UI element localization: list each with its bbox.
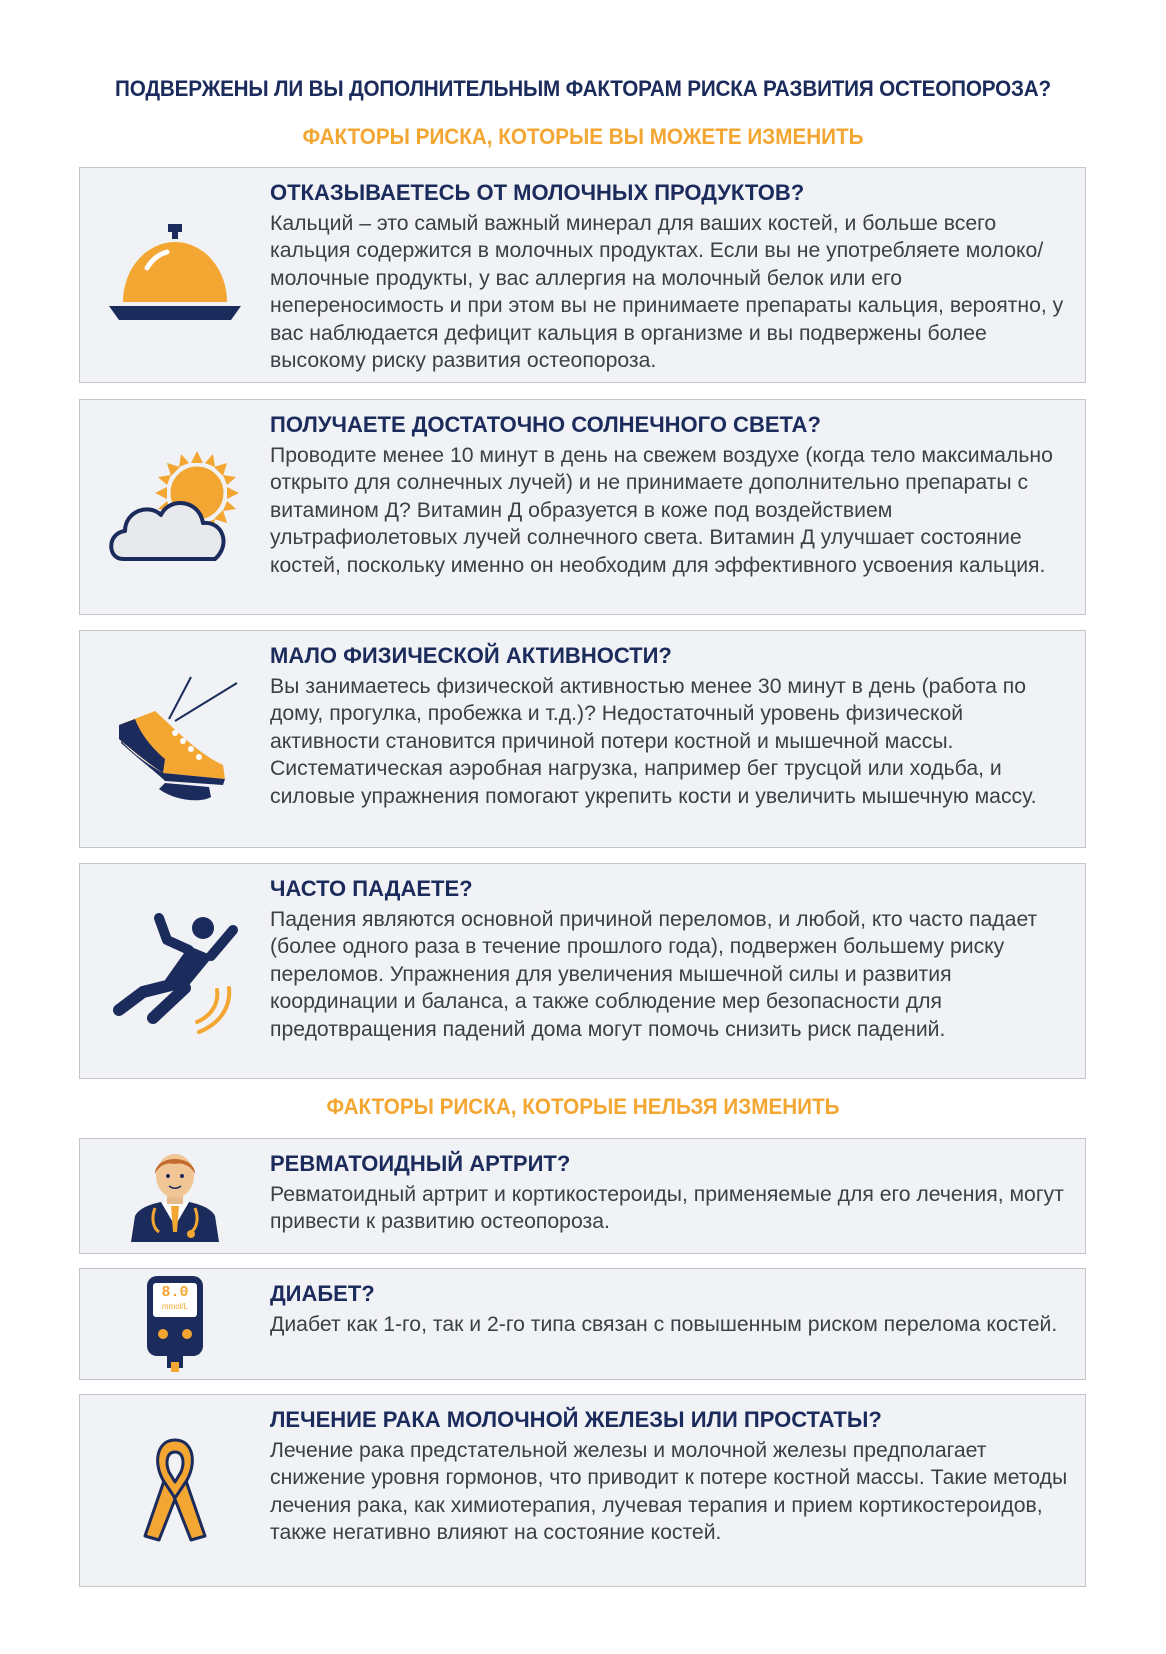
risk-description: Диабет как 1-го, так и 2-го типа связан с повышенным риском перелома костей.	[270, 1313, 1058, 1336]
risk-title: ЛЕЧЕНИЕ РАКА МОЛОЧНОЙ ЖЕЛЕЗЫ ИЛИ ПРОСТАТЫ?	[270, 1407, 882, 1432]
falling-person-icon	[80, 864, 270, 1078]
risk-description: Проводите менее 10 минут в день на свежем воздухе (когда тело максимально открыто для солнечных лучей) и не принимаете дополнительно препараты с витамином Д? Витамин Д образуется в коже под воздействием ультрафиолетовых лучей солнечного света. Витамин Д улучшает состояние костей, поскольку именно он необходим для эффективного усвоения кальция.	[270, 444, 1053, 577]
risk-description: Падения являются основной причиной переломов, и любой, кто часто падает (более одного раза в течение прошлого года), подвержен большему риску переломов. Упражнения для увеличения мышечной силы и развития координации и баланса, а также соблюдение мер безопасности для предотвращения падений дома могут помочь снизить риск падений.	[270, 908, 1038, 1041]
sneaker-icon	[80, 631, 270, 847]
glucometer-unit: mmol/L	[161, 1302, 189, 1311]
glucometer-icon	[80, 1269, 270, 1379]
risk-card-sunlight	[79, 399, 1086, 615]
risk-card-activity	[79, 630, 1086, 848]
risk-description: Вы занимаетесь физической активностью менее 30 минут в день (работа по дому, прогулка, пробежка и т.д.)? Недостаточный уровень физической активности становится причиной потери костной и мышечной массы. Систематическая аэробная нагрузка, например бег трусцой или ходьба, и силовые упражнения помогают укрепить кости и увеличить мышечную массу.	[270, 675, 1037, 808]
risk-card-dairy	[79, 167, 1086, 383]
section-heading-unmodifiable: ФАКТОРЫ РИСКА, КОТОРЫЕ НЕЛЬЗЯ ИЗМЕНИТЬ	[326, 1094, 840, 1119]
risk-title: РЕВМАТОИДНЫЙ АРТРИТ?	[270, 1151, 571, 1176]
risk-card-arthritis	[79, 1138, 1086, 1254]
glucometer-reading: 8.0	[161, 1284, 189, 1301]
risk-description: Ревматоидный артрит и кортикостероиды, применяемые для его лечения, могут привести к развитию остеопороза.	[270, 1183, 1064, 1234]
section-heading-modifiable: ФАКТОРЫ РИСКА, КОТОРЫЕ ВЫ МОЖЕТЕ ИЗМЕНИТЬ	[302, 124, 864, 149]
risk-description: Кальций – это самый важный минерал для ваших костей, и больше всего кальция содержится в молочных продуктах. Если вы не употребляете молоко/молочные продукты, у вас аллергия на молочный белок или его непереносимость и при этом вы не принимаете препараты кальция, вероятно, у вас наблюдается дефицит кальция в организме и вы подвержены более высокому риску развития остеопороза.	[270, 212, 1064, 373]
risk-card-falls	[79, 863, 1086, 1079]
page-title: ПОДВЕРЖЕНЫ ЛИ ВЫ ДОПОЛНИТЕЛЬНЫМ ФАКТОРАМ РИСКА РАЗВИТИЯ ОСТЕОПОРОЗА?	[115, 76, 1051, 101]
awareness-ribbon-icon	[80, 1395, 270, 1586]
risk-card-diabetes	[79, 1268, 1086, 1380]
risk-description: Лечение рака предстательной железы и молочной железы предполагает снижение уровня гормонов, что приводит к потере костной массы. Такие методы лечения рака, как химиотерапия, лучевая терапия и прием кортикостероидов, также негативно влияют на состояние костей.	[270, 1439, 1068, 1545]
sun-cloud-icon	[80, 400, 270, 614]
cloche-icon	[80, 168, 270, 382]
doctor-icon	[80, 1139, 270, 1253]
risk-title: ДИАБЕТ?	[270, 1281, 375, 1306]
risk-title: ЧАСТО ПАДАЕТЕ?	[270, 876, 473, 901]
risk-card-cancer	[79, 1394, 1086, 1587]
risk-title: ОТКАЗЫВАЕТЕСЬ ОТ МОЛОЧНЫХ ПРОДУКТОВ?	[270, 180, 805, 205]
risk-title: МАЛО ФИЗИЧЕСКОЙ АКТИВНОСТИ?	[270, 643, 672, 668]
risk-title: ПОЛУЧАЕТЕ ДОСТАТОЧНО СОЛНЕЧНОГО СВЕТА?	[270, 412, 821, 437]
